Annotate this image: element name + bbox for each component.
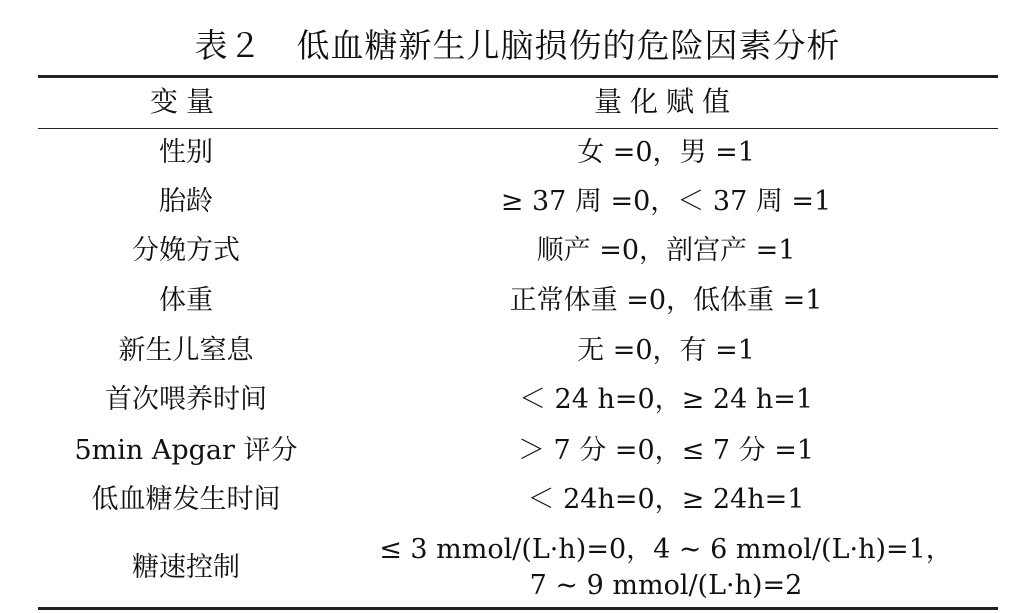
row-assignment-glucose-rate-line1: ≤ 3 mmol/(L·h)=0，4 ~ 6 mmol/(L·h)=1， bbox=[379, 534, 953, 565]
row-assignment-weight: 正常体重 =0，低体重 =1 bbox=[509, 285, 823, 316]
table-bottom-rule bbox=[38, 607, 998, 610]
row-variable-weight: 体重 bbox=[159, 285, 213, 316]
row-variable-glucose-rate: 糖速控制 bbox=[132, 552, 240, 583]
row-variable-hypoglycemia-onset: 低血糖发生时间 bbox=[91, 484, 281, 515]
row-assignment-apgar: ＞ 7 分 =0，≤ 7 分 =1 bbox=[517, 435, 815, 466]
row-assignment-delivery-mode: 顺产 =0，剖宫产 =1 bbox=[536, 235, 796, 266]
header-assignment: 量化赋值 bbox=[593, 85, 738, 118]
row-assignment-first-feeding: ＜ 24 h=0，≥ 24 h=1 bbox=[518, 384, 814, 415]
header-variable: 变量 bbox=[149, 85, 222, 118]
row-assignment-sex: 女 =0，男 =1 bbox=[577, 137, 755, 168]
table-header-rule bbox=[38, 128, 998, 129]
row-variable-delivery-mode: 分娩方式 bbox=[132, 235, 240, 266]
row-assignment-glucose-rate-line2: 7 ~ 9 mmol/(L·h)=2 bbox=[529, 570, 803, 601]
table-title: 表２ 低血糖新生儿脑损伤的危险因素分析 bbox=[194, 26, 841, 65]
row-assignment-asphyxia: 无 =0，有 =1 bbox=[577, 335, 755, 366]
row-variable-gestational-age: 胎龄 bbox=[159, 186, 213, 217]
row-assignment-gestational-age: ≥ 37 周 =0，＜ 37 周 =1 bbox=[500, 186, 832, 217]
row-variable-apgar: 5min Apgar 评分 bbox=[74, 435, 298, 466]
row-variable-asphyxia: 新生儿窒息 bbox=[118, 335, 254, 366]
row-assignment-hypoglycemia-onset: ＜ 24h=0，≥ 24h=1 bbox=[527, 484, 805, 515]
row-variable-sex: 性别 bbox=[159, 137, 213, 168]
row-variable-first-feeding: 首次喂养时间 bbox=[105, 384, 267, 415]
table-top-rule bbox=[38, 75, 998, 78]
